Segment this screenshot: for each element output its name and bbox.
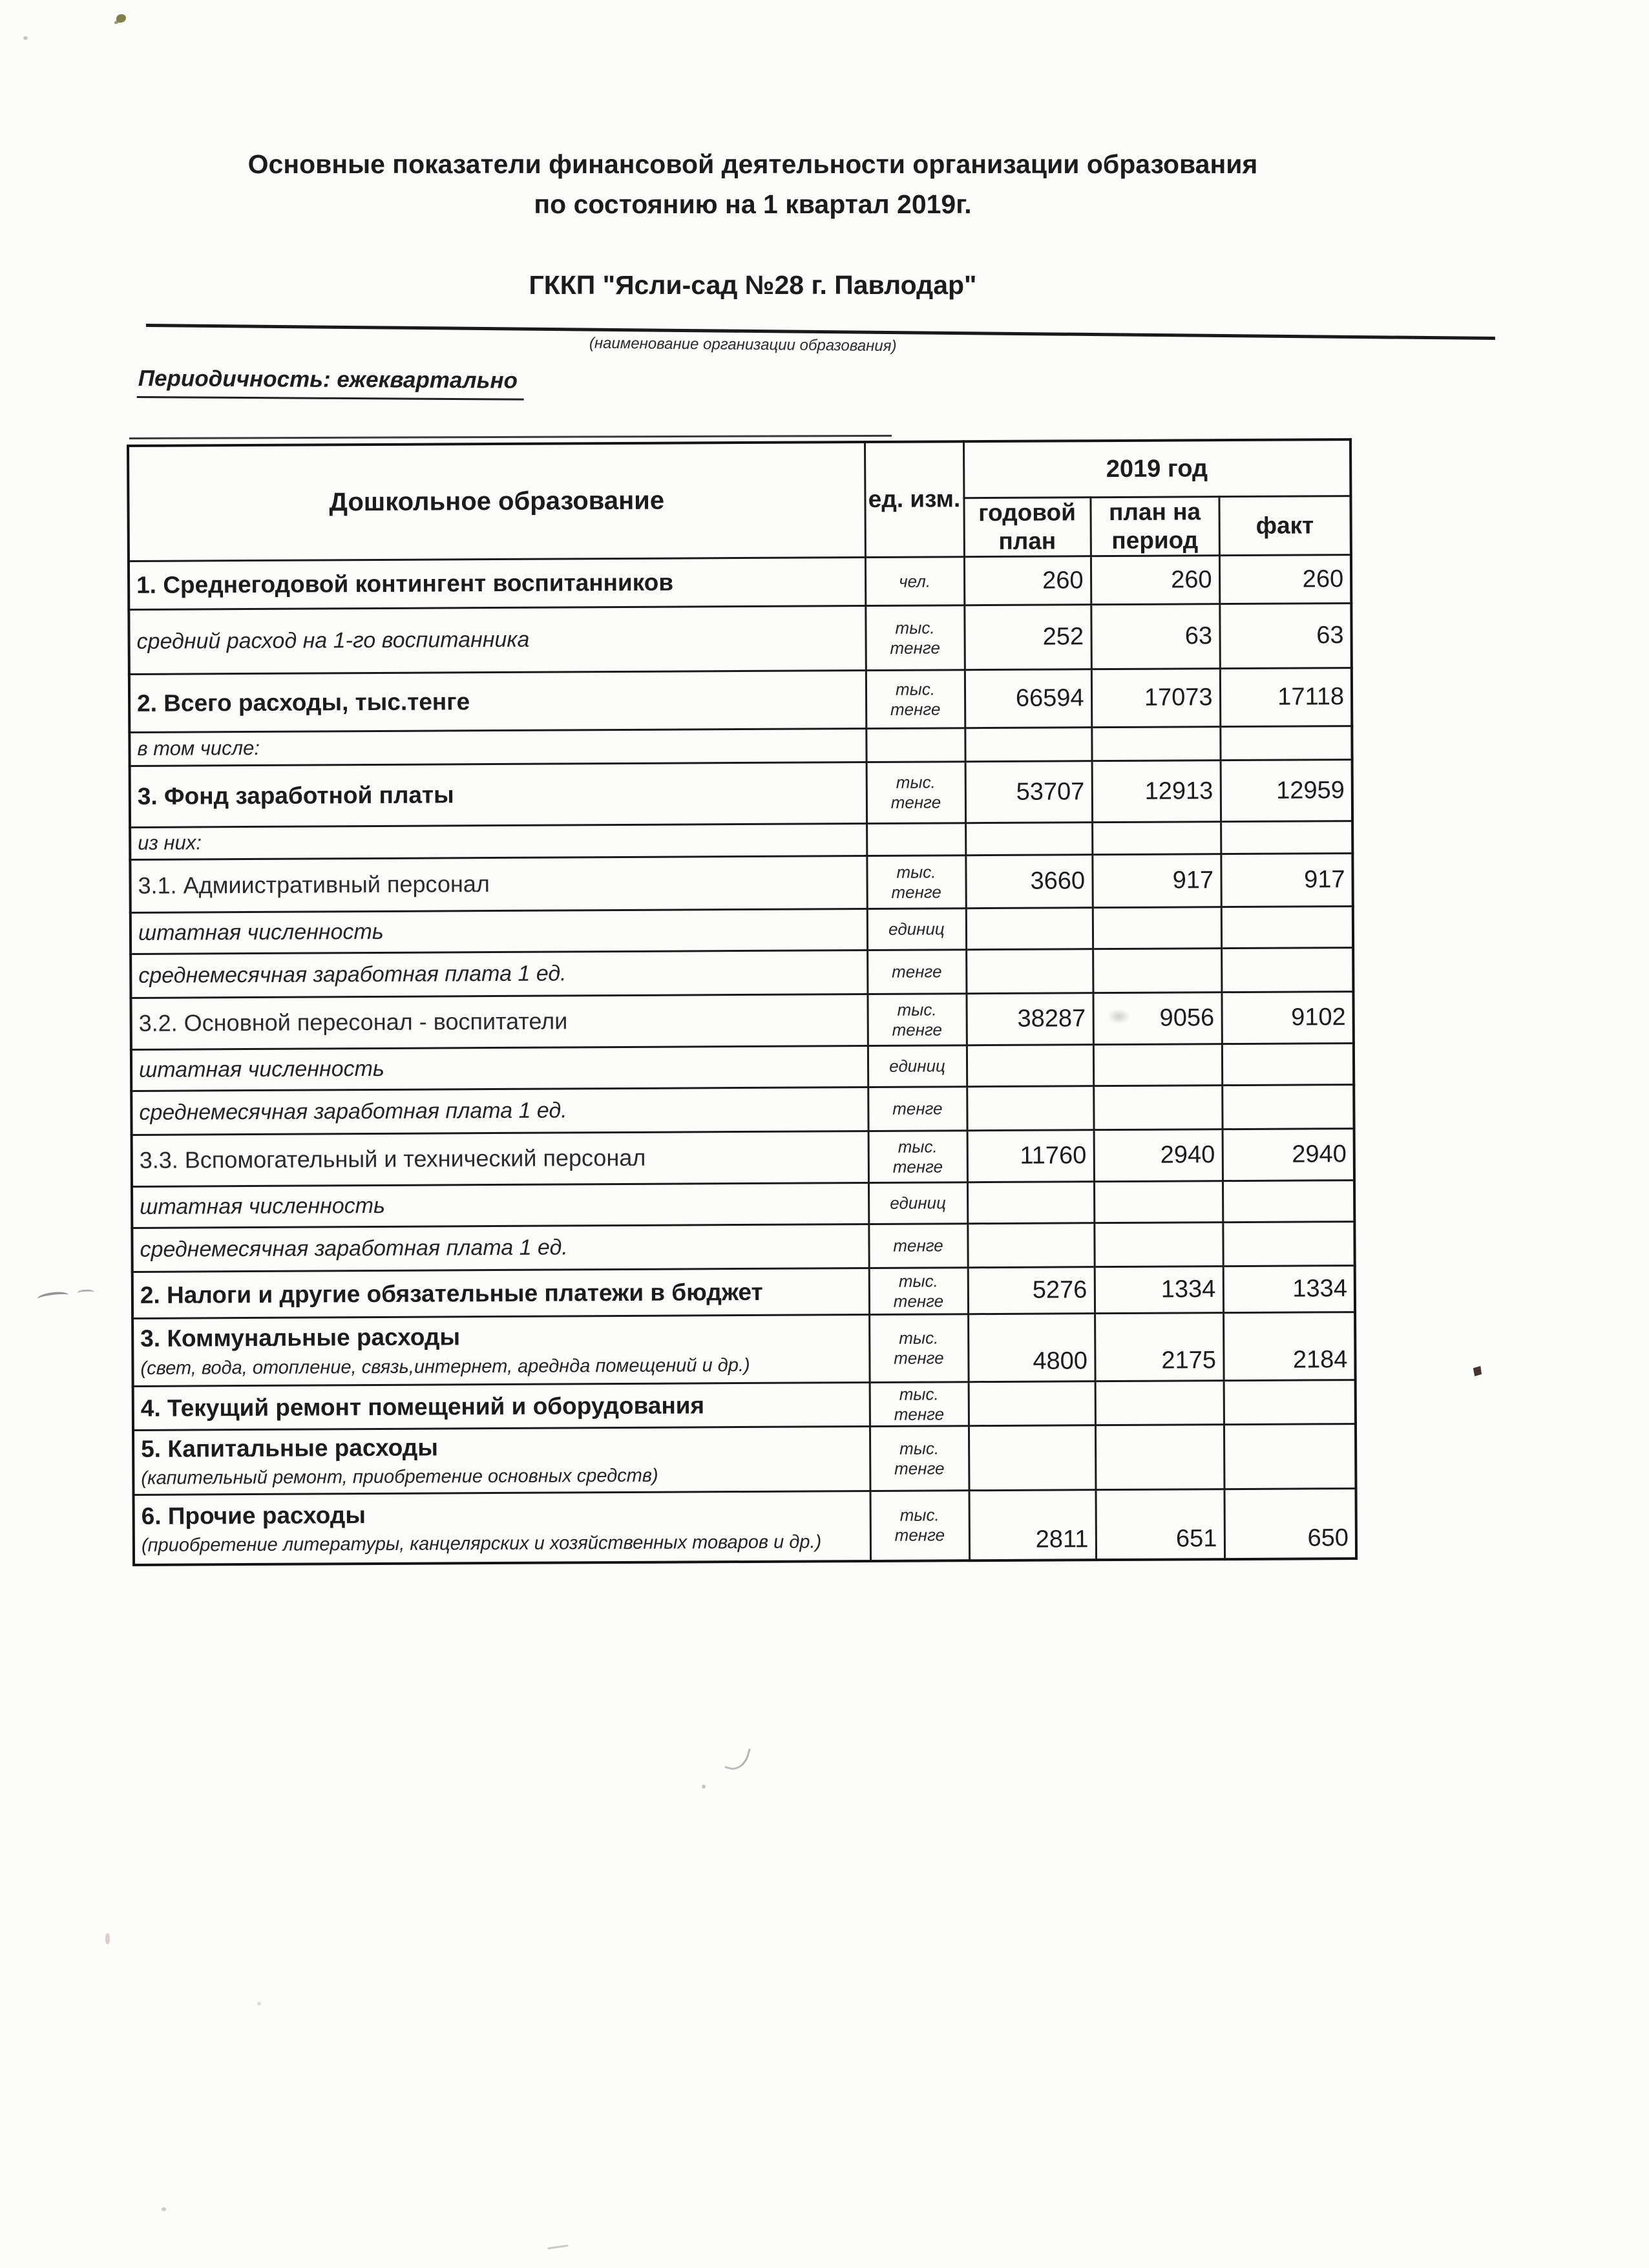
row-label: штатная численность xyxy=(140,1193,386,1220)
cell-period-plan: 63 xyxy=(1091,604,1220,669)
table-row xyxy=(129,668,1352,733)
table-row xyxy=(134,1489,1357,1565)
row-unit: тыс. тенге xyxy=(870,1382,969,1427)
cell-period-plan: 2940 xyxy=(1094,1129,1223,1182)
cell-fact xyxy=(1224,1380,1356,1425)
row-label: 3. Фонд заработной платы xyxy=(137,781,454,810)
cell-annual-plan: 66594 xyxy=(965,669,1091,728)
table-row xyxy=(130,760,1353,828)
table-row xyxy=(131,992,1353,1050)
row-unit: тыс. тенге xyxy=(867,856,965,909)
cell-period-plan: 12913 xyxy=(1092,761,1221,823)
table-row xyxy=(131,1044,1354,1091)
table-row xyxy=(133,1424,1356,1495)
cell-period-plan xyxy=(1091,727,1220,761)
row-label: 2. Налоги и другие обязательные платежи в бюджет xyxy=(140,1278,763,1308)
cell-annual-plan xyxy=(967,1086,1093,1131)
row-label: средний расход на 1-го воспитанника xyxy=(136,627,530,655)
cell-period-plan: 2175 xyxy=(1095,1313,1224,1381)
table-row xyxy=(131,948,1353,998)
scan-artifact-dot xyxy=(702,1785,706,1789)
scan-artifact-dot xyxy=(257,2002,261,2006)
cell-fact: 650 xyxy=(1224,1489,1356,1559)
organization-name: ГККП "Ясли-сад №28 г. Павлодар" xyxy=(529,270,977,300)
row-label: 3.3. Вспомогательный и технический персонал xyxy=(139,1144,646,1174)
table-row xyxy=(131,1085,1354,1135)
cell-period-plan: 9056 xyxy=(1093,992,1221,1045)
scan-artifact-speck xyxy=(105,1933,110,1944)
cell-fact xyxy=(1222,1085,1354,1129)
cell-fact xyxy=(1221,821,1352,854)
row-unit: тыс. тенге xyxy=(866,670,965,729)
row-unit xyxy=(866,728,965,762)
cell-annual-plan xyxy=(967,1223,1094,1268)
row-label: штатная численность xyxy=(138,1056,384,1083)
document-header xyxy=(155,145,1350,224)
scan-artifact-squiggle xyxy=(37,1290,68,1303)
row-label: 6. Прочие расходы xyxy=(141,1501,366,1529)
col-header-unit: ед. изм. xyxy=(865,441,964,557)
cell-period-plan xyxy=(1093,1086,1222,1130)
row-unit: тыс. тенге xyxy=(869,1314,969,1383)
cell-period-plan: 260 xyxy=(1091,556,1219,605)
cell-period-plan xyxy=(1092,822,1221,855)
row-sublabel: (капительный ремонт, приобретение основных средств) xyxy=(141,1465,658,1489)
row-unit: тыс. тенге xyxy=(867,994,966,1046)
cell-fact xyxy=(1224,1424,1356,1489)
table-row xyxy=(129,555,1351,610)
cell-annual-plan xyxy=(965,823,1092,856)
row-unit: тыс. тенге xyxy=(870,1491,969,1561)
row-unit: чел. xyxy=(865,557,964,606)
row-unit: единиц xyxy=(867,908,966,950)
row-label: среднемесячная заработная плата 1 ед. xyxy=(139,1098,567,1126)
row-label: среднемесячная заработная плата 1 ед. xyxy=(140,1235,568,1263)
cell-annual-plan xyxy=(969,1425,1096,1491)
row-unit: тенге xyxy=(868,1224,967,1268)
row-label: 3. Коммунальные расходы xyxy=(140,1323,461,1352)
cell-annual-plan xyxy=(966,908,1093,950)
table-row xyxy=(132,1129,1354,1187)
scan-artifact-speck xyxy=(116,14,126,23)
cell-fact xyxy=(1222,1044,1354,1086)
cell-fact: 917 xyxy=(1221,854,1352,907)
table-row xyxy=(132,1181,1354,1228)
cell-period-plan: 917 xyxy=(1092,854,1221,908)
row-unit: тыс. тенге xyxy=(870,1426,969,1491)
col-header-fact: факт xyxy=(1219,496,1351,556)
cell-period-plan xyxy=(1093,1044,1222,1086)
table-row xyxy=(133,1380,1356,1431)
row-label: штатная численность xyxy=(138,919,384,946)
cell-period-plan xyxy=(1095,1425,1224,1490)
organization-caption: (наименование организации образования) xyxy=(589,334,897,355)
cell-annual-plan: 11760 xyxy=(967,1130,1094,1182)
row-unit xyxy=(867,823,965,856)
row-label: 5. Капитальные расходы xyxy=(141,1434,438,1462)
row-label: в том числе: xyxy=(137,737,260,761)
col-header-annual-plan: годовой план xyxy=(963,498,1090,557)
cell-fact xyxy=(1220,726,1352,761)
row-unit: тенге xyxy=(867,950,966,994)
cell-annual-plan: 3660 xyxy=(965,855,1092,908)
row-unit: единиц xyxy=(868,1045,967,1087)
document-title-line2: по состоянию на 1 квартал 2019г. xyxy=(534,189,972,219)
row-unit: тыс. тенге xyxy=(868,1131,967,1183)
row-label: 3.2. Основной пересонал - воспитатели xyxy=(138,1007,568,1037)
cell-period-plan xyxy=(1095,1381,1224,1425)
table-row xyxy=(129,604,1352,675)
table-row xyxy=(130,854,1352,913)
col-header-category: Дошкольное образование xyxy=(128,442,865,561)
cell-fact: 9102 xyxy=(1221,992,1353,1044)
cell-annual-plan xyxy=(967,1182,1094,1224)
table-row xyxy=(132,1312,1356,1387)
table-row xyxy=(132,1222,1354,1272)
cell-fact: 17118 xyxy=(1220,668,1352,727)
cell-annual-plan: 260 xyxy=(964,556,1091,605)
cell-fact: 12959 xyxy=(1221,760,1353,822)
cell-fact xyxy=(1221,907,1353,949)
cell-period-plan xyxy=(1093,949,1221,993)
row-unit: тыс. тенге xyxy=(869,1268,968,1315)
cell-period-plan xyxy=(1094,1223,1223,1267)
cell-annual-plan: 38287 xyxy=(966,993,1093,1045)
cell-annual-plan: 252 xyxy=(964,605,1091,670)
cell-fact xyxy=(1221,948,1353,992)
cell-annual-plan xyxy=(966,949,1093,994)
cell-annual-plan xyxy=(969,1381,1095,1426)
cell-annual-plan: 53707 xyxy=(965,761,1092,823)
cell-fact: 2940 xyxy=(1223,1129,1354,1181)
table-row xyxy=(131,907,1353,954)
row-label: 1. Среднегодовой контингент воспитанников xyxy=(136,569,674,599)
cell-period-plan: 1334 xyxy=(1095,1266,1223,1314)
row-unit: тенге xyxy=(868,1087,967,1131)
row-sublabel: (приобретение литературы, канцелярских и хозяйственных товаров и др.) xyxy=(141,1531,822,1556)
cell-fact xyxy=(1223,1222,1354,1266)
cell-annual-plan: 2811 xyxy=(969,1490,1096,1560)
row-label: 4. Текущий ремонт помещений и оборудования xyxy=(140,1392,705,1422)
scan-artifact-curl xyxy=(724,1743,751,1773)
cell-period-plan: 17073 xyxy=(1091,669,1220,728)
cell-fact: 2184 xyxy=(1223,1312,1356,1381)
row-unit: тыс. тенге xyxy=(865,605,965,671)
row-sublabel: (свет, вода, отопление, связь,интернет, ареднда помещений и др.) xyxy=(140,1354,750,1379)
table-header xyxy=(128,439,1351,561)
table-row xyxy=(132,1266,1355,1319)
cell-fact: 260 xyxy=(1219,555,1351,604)
cell-period-plan: 651 xyxy=(1095,1489,1224,1560)
row-label: 3.1. Адмиистративный персонал xyxy=(138,870,490,899)
cell-annual-plan xyxy=(967,1045,1093,1087)
cell-fact: 1334 xyxy=(1223,1266,1355,1313)
cell-fact xyxy=(1223,1181,1354,1223)
finance-table-wrap xyxy=(127,438,1355,1566)
document-title-line1: Основные показатели финансовой деятельности организации образования xyxy=(247,149,1258,179)
row-label: из них: xyxy=(138,831,202,855)
finance-table xyxy=(127,438,1358,1566)
scan-artifact-dot xyxy=(162,2207,166,2211)
cell-annual-plan xyxy=(965,728,1091,762)
row-unit: единиц xyxy=(868,1182,967,1224)
scan-artifact-dot xyxy=(23,36,28,40)
periodicity-label: Периодичность: ежеквартально xyxy=(137,366,524,401)
col-header-year-group: 2019 год xyxy=(963,439,1350,498)
cell-period-plan xyxy=(1093,907,1221,949)
scan-artifact-dash xyxy=(547,2245,569,2254)
cell-period-plan xyxy=(1094,1181,1223,1223)
scan-artifact-speck xyxy=(1472,1366,1482,1376)
cell-annual-plan: 5276 xyxy=(968,1267,1095,1314)
organization-underline-block xyxy=(146,324,1495,361)
col-header-period-plan: план на период xyxy=(1090,497,1219,556)
cell-fact: 63 xyxy=(1219,604,1352,669)
row-unit: тыс. тенге xyxy=(867,762,965,824)
row-label: 2. Всего расходы, тыс.тенге xyxy=(136,688,470,717)
row-label: среднемесячная заработная плата 1 ед. xyxy=(138,961,567,989)
cell-annual-plan: 4800 xyxy=(968,1314,1095,1382)
